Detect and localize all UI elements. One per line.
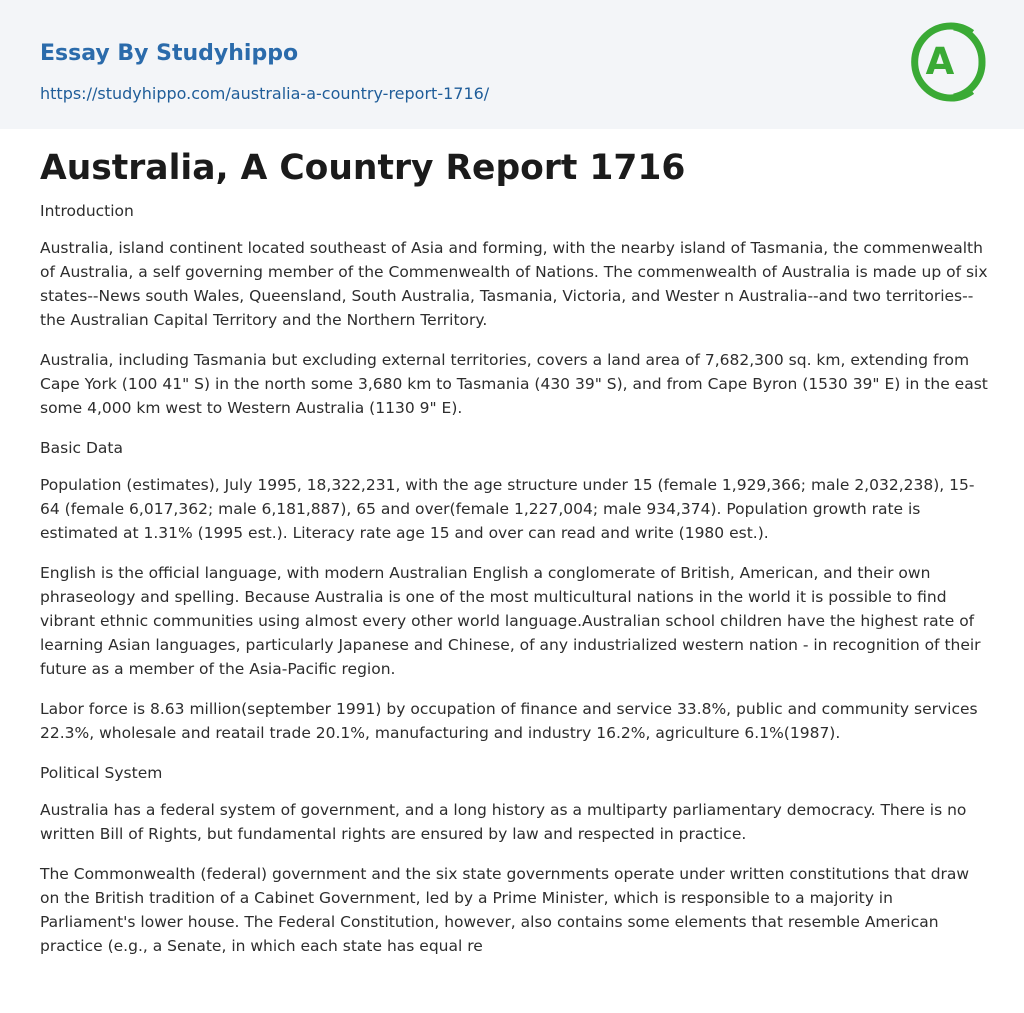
paragraph: Australia, island continent located southeast of Asia and forming, with the nearby island of Tasmania, the commenwealth of Australia, a self governing member of the Commenwealth of Nations. The commenwealth of Australia is made up of six states--News south Wales, Queensland, South Australia, Tasmania, Victoria, and Wester n Australia--and two territories--the Australian Capital Territory and the Northern Territory. bbox=[40, 239, 988, 329]
paragraph: Labor force is 8.63 million(september 1991) by occupation of finance and service 33.8%, public and community services 22.3%, wholesale and reatail trade 20.1%, manufacturing and industry 16.2%, agriculture 6.1%(1987). bbox=[40, 700, 978, 742]
paragraph: English is the official language, with modern Australian English a conglomerate of British, American, and their own phraseology and spelling. Because Australia is one of the most multicultural nations in the world it is possible to find vibrant ethnic communities using almost every other world language.Australian school children have the highest rate of learning Asian languages, particularly Japanese and Chinese, of any industrialized western nation - in recognition of their future as a member of the Asia-Pacific region. bbox=[40, 564, 981, 678]
paragraph: Population (estimates), July 1995, 18,322,231, with the age structure under 15 (female 1,929,366; male 2,032,238), 15-64 (female 6,017,362; male 6,181,887), 65 and over(female 1,227,004; male 934,374). Population growth rate is estimated at 1.31% (1995 est.). Literacy rate age 15 and over can read and write (1980 est.). bbox=[40, 476, 975, 542]
paragraph: Australia, including Tasmania but excluding external territories, covers a land area of 7,682,300 sq. km, extending from Cape York (100 41" S) in the north some 3,680 km to Tasmania (430 39" S), and from Cape Byron (1530 39" E) in the east some 4,000 km west to Western Australia (1130 9" E). bbox=[40, 351, 988, 417]
article-url-link[interactable]: https://studyhippo.com/australia-a-country-report-1716/ bbox=[40, 84, 490, 103]
section-heading-political-system: Political System bbox=[40, 764, 163, 782]
studyhippo-logo-icon[interactable] bbox=[910, 17, 988, 107]
section-heading-introduction: Introduction bbox=[40, 202, 134, 220]
article-body bbox=[40, 199, 988, 974]
brand-title[interactable]: Essay By Studyhippo bbox=[40, 41, 299, 66]
paragraph: Australia has a federal system of government, and a long history as a multiparty parliamentary democracy. There is no written Bill of Rights, but fundamental rights are ensured by law and respected in practice. bbox=[40, 801, 967, 843]
page-title: Australia, A Country Report 1716 bbox=[40, 148, 686, 188]
logo-letter: A bbox=[925, 40, 955, 83]
section-heading-basic-data: Basic Data bbox=[40, 439, 123, 457]
paragraph: The Commonwealth (federal) government and the six state governments operate under written constitutions that draw on the British tradition of a Cabinet Government, led by a Prime Minister, which is responsible to a majority in Parliament's lower house. The Federal Constitution, however, also contains some elements that resemble American practice (e.g., a Senate, in which each state has equal re bbox=[40, 865, 970, 955]
